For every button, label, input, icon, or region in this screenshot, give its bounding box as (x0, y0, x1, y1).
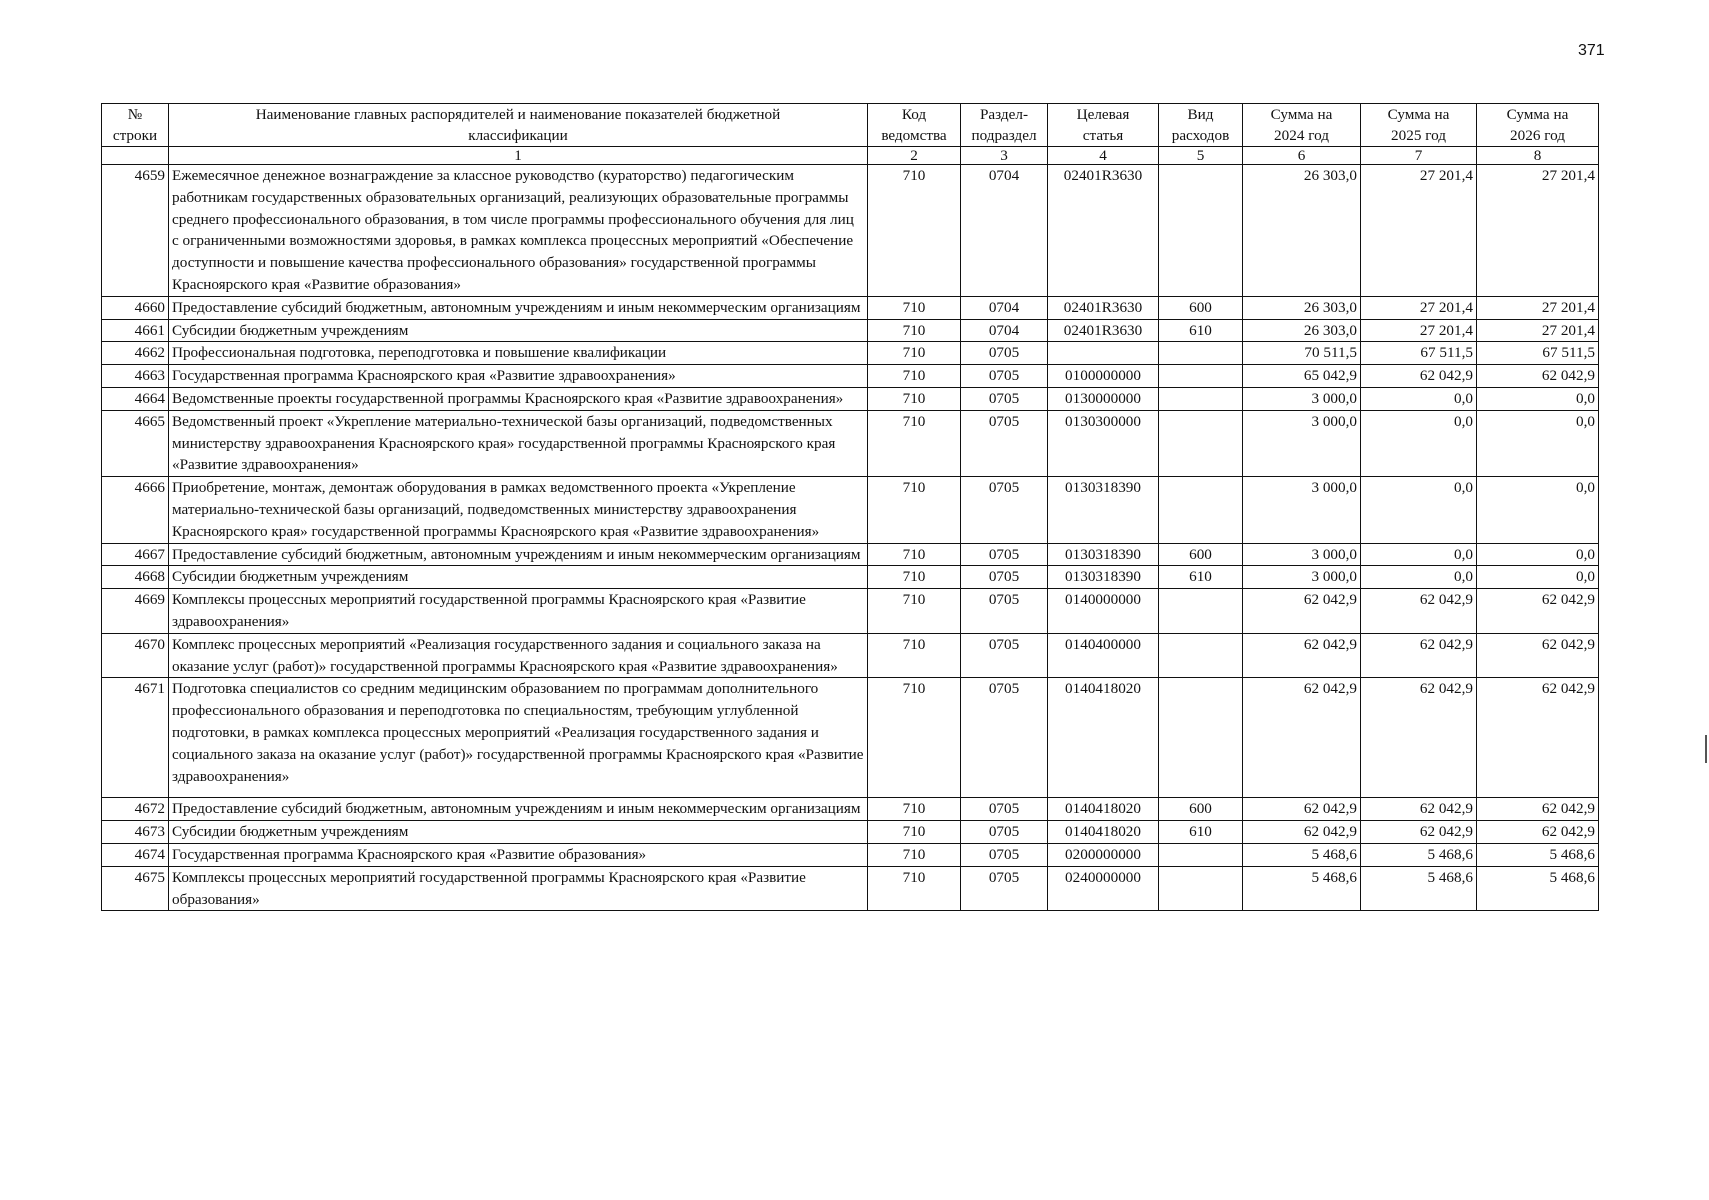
header-dept-code: Код ведомства (868, 104, 961, 147)
column-number: 1 (169, 147, 868, 165)
row-name-cell: Государственная программа Красноярского края «Развитие здравоохранения» (169, 365, 868, 388)
sum-2026-cell: 62 042,9 (1477, 821, 1599, 844)
row-number-cell: 4660 (102, 296, 169, 319)
section-code-cell: 0705 (961, 342, 1048, 365)
sum-2025-cell: 5 468,6 (1361, 843, 1477, 866)
row-number-cell: 4674 (102, 843, 169, 866)
target-article-cell: 02401R3630 (1048, 296, 1159, 319)
sum-2024-cell: 3 000,0 (1243, 566, 1361, 589)
expense-type-cell: 600 (1159, 543, 1243, 566)
sum-2025-cell: 67 511,5 (1361, 342, 1477, 365)
expense-type-cell: 600 (1159, 798, 1243, 821)
sum-2025-cell: 0,0 (1361, 566, 1477, 589)
column-number: 8 (1477, 147, 1599, 165)
sum-2026-cell: 62 042,9 (1477, 365, 1599, 388)
sum-2025-cell: 27 201,4 (1361, 319, 1477, 342)
column-number: 3 (961, 147, 1048, 165)
header-name: Наименование главных распорядителей и наименование показателей бюджетной классификации (169, 104, 868, 147)
column-number: 4 (1048, 147, 1159, 165)
expense-type-cell: 600 (1159, 296, 1243, 319)
expense-type-cell (1159, 410, 1243, 476)
table-row (102, 821, 1599, 844)
row-name-cell: Ведомственный проект «Укрепление материально-технической базы организаций, подведомственных министерству здравоохранения Красноярского края» государственной программы Красноярского края «Развитие здравоохранения» (169, 410, 868, 476)
target-article-cell: 0130300000 (1048, 410, 1159, 476)
sum-2024-cell: 3 000,0 (1243, 410, 1361, 476)
row-name-cell: Подготовка специалистов со средним медицинским образованием по программам дополнительного профессионального образования и переподготовка по специальностям, требующим углубленной подготовки, в рамках комплекса процессных мероприятий «Реализация государственного задания и социального заказа на оказание услуг (работ)» государственной программы Красноярского края «Развитие здравоохранения» (169, 678, 868, 798)
table-row (102, 319, 1599, 342)
section-code-cell: 0705 (961, 798, 1048, 821)
target-article-cell: 0140418020 (1048, 678, 1159, 798)
sum-2026-cell: 62 042,9 (1477, 589, 1599, 634)
row-name-cell: Субсидии бюджетным учреждениям (169, 821, 868, 844)
sum-2025-cell: 27 201,4 (1361, 165, 1477, 297)
sum-2024-cell: 62 042,9 (1243, 589, 1361, 634)
dept-code-cell: 710 (868, 589, 961, 634)
sum-2026-cell: 0,0 (1477, 387, 1599, 410)
table-row (102, 296, 1599, 319)
dept-code-cell: 710 (868, 387, 961, 410)
target-article-cell: 0240000000 (1048, 866, 1159, 911)
target-article-cell: 0100000000 (1048, 365, 1159, 388)
header-row-no: № строки (102, 104, 169, 147)
sum-2024-cell: 5 468,6 (1243, 843, 1361, 866)
sum-2026-cell: 5 468,6 (1477, 843, 1599, 866)
row-number-cell: 4662 (102, 342, 169, 365)
table-row (102, 843, 1599, 866)
sum-2025-cell: 0,0 (1361, 410, 1477, 476)
row-number-cell: 4667 (102, 543, 169, 566)
sum-2026-cell: 5 468,6 (1477, 866, 1599, 911)
table-row (102, 566, 1599, 589)
expense-type-cell (1159, 589, 1243, 634)
sum-2024-cell: 5 468,6 (1243, 866, 1361, 911)
sum-2026-cell: 62 042,9 (1477, 798, 1599, 821)
sum-2025-cell: 62 042,9 (1361, 798, 1477, 821)
row-number-cell: 4672 (102, 798, 169, 821)
section-code-cell: 0704 (961, 296, 1048, 319)
target-article-cell: 0200000000 (1048, 843, 1159, 866)
dept-code-cell: 710 (868, 633, 961, 678)
section-code-cell: 0705 (961, 543, 1048, 566)
header-expense-type: Вид расходов (1159, 104, 1243, 147)
sum-2024-cell: 26 303,0 (1243, 319, 1361, 342)
table-row (102, 798, 1599, 821)
sum-2025-cell: 62 042,9 (1361, 678, 1477, 798)
dept-code-cell: 710 (868, 410, 961, 476)
sum-2025-cell: 0,0 (1361, 477, 1477, 543)
table-row (102, 477, 1599, 543)
sum-2026-cell: 62 042,9 (1477, 678, 1599, 798)
expense-type-cell (1159, 342, 1243, 365)
column-number-row (102, 147, 1599, 165)
header-target-article: Целевая статья (1048, 104, 1159, 147)
target-article-cell: 0140000000 (1048, 589, 1159, 634)
table-row (102, 410, 1599, 476)
sum-2024-cell: 3 000,0 (1243, 543, 1361, 566)
section-code-cell: 0704 (961, 319, 1048, 342)
target-article-cell: 0140418020 (1048, 798, 1159, 821)
header-section: Раздел- подраздел (961, 104, 1048, 147)
row-name-cell: Предоставление субсидий бюджетным, автономным учреждениям и иным некоммерческим организациям (169, 798, 868, 821)
section-code-cell: 0705 (961, 866, 1048, 911)
section-code-cell: 0705 (961, 678, 1048, 798)
row-name-cell: Ведомственные проекты государственной программы Красноярского края «Развитие здравоохранения» (169, 387, 868, 410)
expense-type-cell (1159, 165, 1243, 297)
table-header-row (102, 104, 1599, 147)
row-name-cell: Ежемесячное денежное вознаграждение за классное руководство (кураторство) педагогическим работникам государственных образовательных организаций, реализующих образовательные программы среднего профессионального образования, в том числе программы профессионального обучения для лиц с ограниченными возможностями здоровья, в рамках комплекса процессных мероприятий «Обеспечение доступности и повышение качества профессионального образования» государственной программы Красноярского края «Развитие образования» (169, 165, 868, 297)
row-name-cell: Комплекс процессных мероприятий «Реализация государственного задания и социального заказа на оказание услуг (работ)» государственной программы Красноярского края «Развитие здравоохранения» (169, 633, 868, 678)
sum-2026-cell: 0,0 (1477, 543, 1599, 566)
expense-type-cell (1159, 477, 1243, 543)
sum-2026-cell: 0,0 (1477, 566, 1599, 589)
row-name-cell: Субсидии бюджетным учреждениям (169, 566, 868, 589)
table-row (102, 365, 1599, 388)
row-number-cell: 4673 (102, 821, 169, 844)
sum-2024-cell: 3 000,0 (1243, 387, 1361, 410)
table-body (102, 165, 1599, 911)
sum-2025-cell: 27 201,4 (1361, 296, 1477, 319)
expense-type-cell: 610 (1159, 821, 1243, 844)
row-number-cell: 4670 (102, 633, 169, 678)
column-number: 7 (1361, 147, 1477, 165)
sum-2024-cell: 26 303,0 (1243, 165, 1361, 297)
sum-2025-cell: 0,0 (1361, 387, 1477, 410)
header-sum-2025: Сумма на 2025 год (1361, 104, 1477, 147)
expense-type-cell (1159, 633, 1243, 678)
sum-2025-cell: 62 042,9 (1361, 589, 1477, 634)
target-article-cell: 0140400000 (1048, 633, 1159, 678)
dept-code-cell: 710 (868, 319, 961, 342)
sum-2026-cell: 67 511,5 (1477, 342, 1599, 365)
section-code-cell: 0705 (961, 566, 1048, 589)
dept-code-cell: 710 (868, 296, 961, 319)
table-row (102, 165, 1599, 297)
sum-2026-cell: 27 201,4 (1477, 165, 1599, 297)
column-number (102, 147, 169, 165)
dept-code-cell: 710 (868, 821, 961, 844)
dept-code-cell: 710 (868, 165, 961, 297)
sum-2026-cell: 0,0 (1477, 477, 1599, 543)
sum-2026-cell: 27 201,4 (1477, 296, 1599, 319)
table-row (102, 543, 1599, 566)
expense-type-cell (1159, 843, 1243, 866)
header-sum-2026: Сумма на 2026 год (1477, 104, 1599, 147)
row-number-cell: 4663 (102, 365, 169, 388)
section-code-cell: 0705 (961, 410, 1048, 476)
sum-2025-cell: 0,0 (1361, 543, 1477, 566)
target-article-cell: 0130000000 (1048, 387, 1159, 410)
sum-2024-cell: 62 042,9 (1243, 633, 1361, 678)
row-number-cell: 4669 (102, 589, 169, 634)
sum-2026-cell: 62 042,9 (1477, 633, 1599, 678)
expense-type-cell (1159, 678, 1243, 798)
row-name-cell: Субсидии бюджетным учреждениям (169, 319, 868, 342)
dept-code-cell: 710 (868, 477, 961, 543)
row-name-cell: Комплексы процессных мероприятий государственной программы Красноярского края «Развитие здравоохранения» (169, 589, 868, 634)
table-row (102, 866, 1599, 911)
dept-code-cell: 710 (868, 798, 961, 821)
header-sum-2024: Сумма на 2024 год (1243, 104, 1361, 147)
target-article-cell (1048, 342, 1159, 365)
table-row (102, 342, 1599, 365)
expense-type-cell: 610 (1159, 566, 1243, 589)
sum-2025-cell: 5 468,6 (1361, 866, 1477, 911)
section-code-cell: 0705 (961, 843, 1048, 866)
section-code-cell: 0705 (961, 821, 1048, 844)
section-code-cell: 0705 (961, 387, 1048, 410)
sum-2024-cell: 26 303,0 (1243, 296, 1361, 319)
page-number: 371 (1578, 42, 1605, 59)
section-code-cell: 0705 (961, 633, 1048, 678)
table-row (102, 589, 1599, 634)
row-name-cell: Предоставление субсидий бюджетным, автономным учреждениям и иным некоммерческим организациям (169, 543, 868, 566)
target-article-cell: 0130318390 (1048, 543, 1159, 566)
sum-2024-cell: 62 042,9 (1243, 821, 1361, 844)
scan-artifact-mark (1705, 735, 1707, 763)
row-number-cell: 4664 (102, 387, 169, 410)
row-name-cell: Государственная программа Красноярского края «Развитие образования» (169, 843, 868, 866)
row-number-cell: 4671 (102, 678, 169, 798)
sum-2025-cell: 62 042,9 (1361, 633, 1477, 678)
sum-2024-cell: 62 042,9 (1243, 678, 1361, 798)
sum-2024-cell: 62 042,9 (1243, 798, 1361, 821)
section-code-cell: 0705 (961, 365, 1048, 388)
expense-type-cell (1159, 365, 1243, 388)
table-row (102, 633, 1599, 678)
row-number-cell: 4665 (102, 410, 169, 476)
target-article-cell: 02401R3630 (1048, 165, 1159, 297)
row-name-cell: Приобретение, монтаж, демонтаж оборудования в рамках ведомственного проекта «Укрепление материально-технической базы организаций, подведомственных министерству здравоохранения Красноярского края» государственной программы Красноярского края «Развитие здравоохранения» (169, 477, 868, 543)
table-row (102, 387, 1599, 410)
expense-type-cell: 610 (1159, 319, 1243, 342)
table-row (102, 678, 1599, 798)
section-code-cell: 0705 (961, 589, 1048, 634)
row-number-cell: 4661 (102, 319, 169, 342)
row-number-cell: 4675 (102, 866, 169, 911)
row-number-cell: 4668 (102, 566, 169, 589)
sum-2024-cell: 65 042,9 (1243, 365, 1361, 388)
row-name-cell: Профессиональная подготовка, переподготовка и повышение квалификации (169, 342, 868, 365)
budget-table (101, 103, 1599, 911)
dept-code-cell: 710 (868, 866, 961, 911)
dept-code-cell: 710 (868, 678, 961, 798)
target-article-cell: 0140418020 (1048, 821, 1159, 844)
sum-2026-cell: 0,0 (1477, 410, 1599, 476)
dept-code-cell: 710 (868, 566, 961, 589)
target-article-cell: 02401R3630 (1048, 319, 1159, 342)
sum-2024-cell: 70 511,5 (1243, 342, 1361, 365)
sum-2024-cell: 3 000,0 (1243, 477, 1361, 543)
sum-2026-cell: 27 201,4 (1477, 319, 1599, 342)
row-name-cell: Предоставление субсидий бюджетным, автономным учреждениям и иным некоммерческим организациям (169, 296, 868, 319)
dept-code-cell: 710 (868, 342, 961, 365)
dept-code-cell: 710 (868, 843, 961, 866)
target-article-cell: 0130318390 (1048, 566, 1159, 589)
row-number-cell: 4659 (102, 165, 169, 297)
sum-2025-cell: 62 042,9 (1361, 365, 1477, 388)
dept-code-cell: 710 (868, 543, 961, 566)
dept-code-cell: 710 (868, 365, 961, 388)
section-code-cell: 0705 (961, 477, 1048, 543)
sum-2025-cell: 62 042,9 (1361, 821, 1477, 844)
column-number: 5 (1159, 147, 1243, 165)
row-number-cell: 4666 (102, 477, 169, 543)
column-number: 2 (868, 147, 961, 165)
expense-type-cell (1159, 387, 1243, 410)
column-number: 6 (1243, 147, 1361, 165)
expense-type-cell (1159, 866, 1243, 911)
target-article-cell: 0130318390 (1048, 477, 1159, 543)
row-name-cell: Комплексы процессных мероприятий государственной программы Красноярского края «Развитие образования» (169, 866, 868, 911)
section-code-cell: 0704 (961, 165, 1048, 297)
